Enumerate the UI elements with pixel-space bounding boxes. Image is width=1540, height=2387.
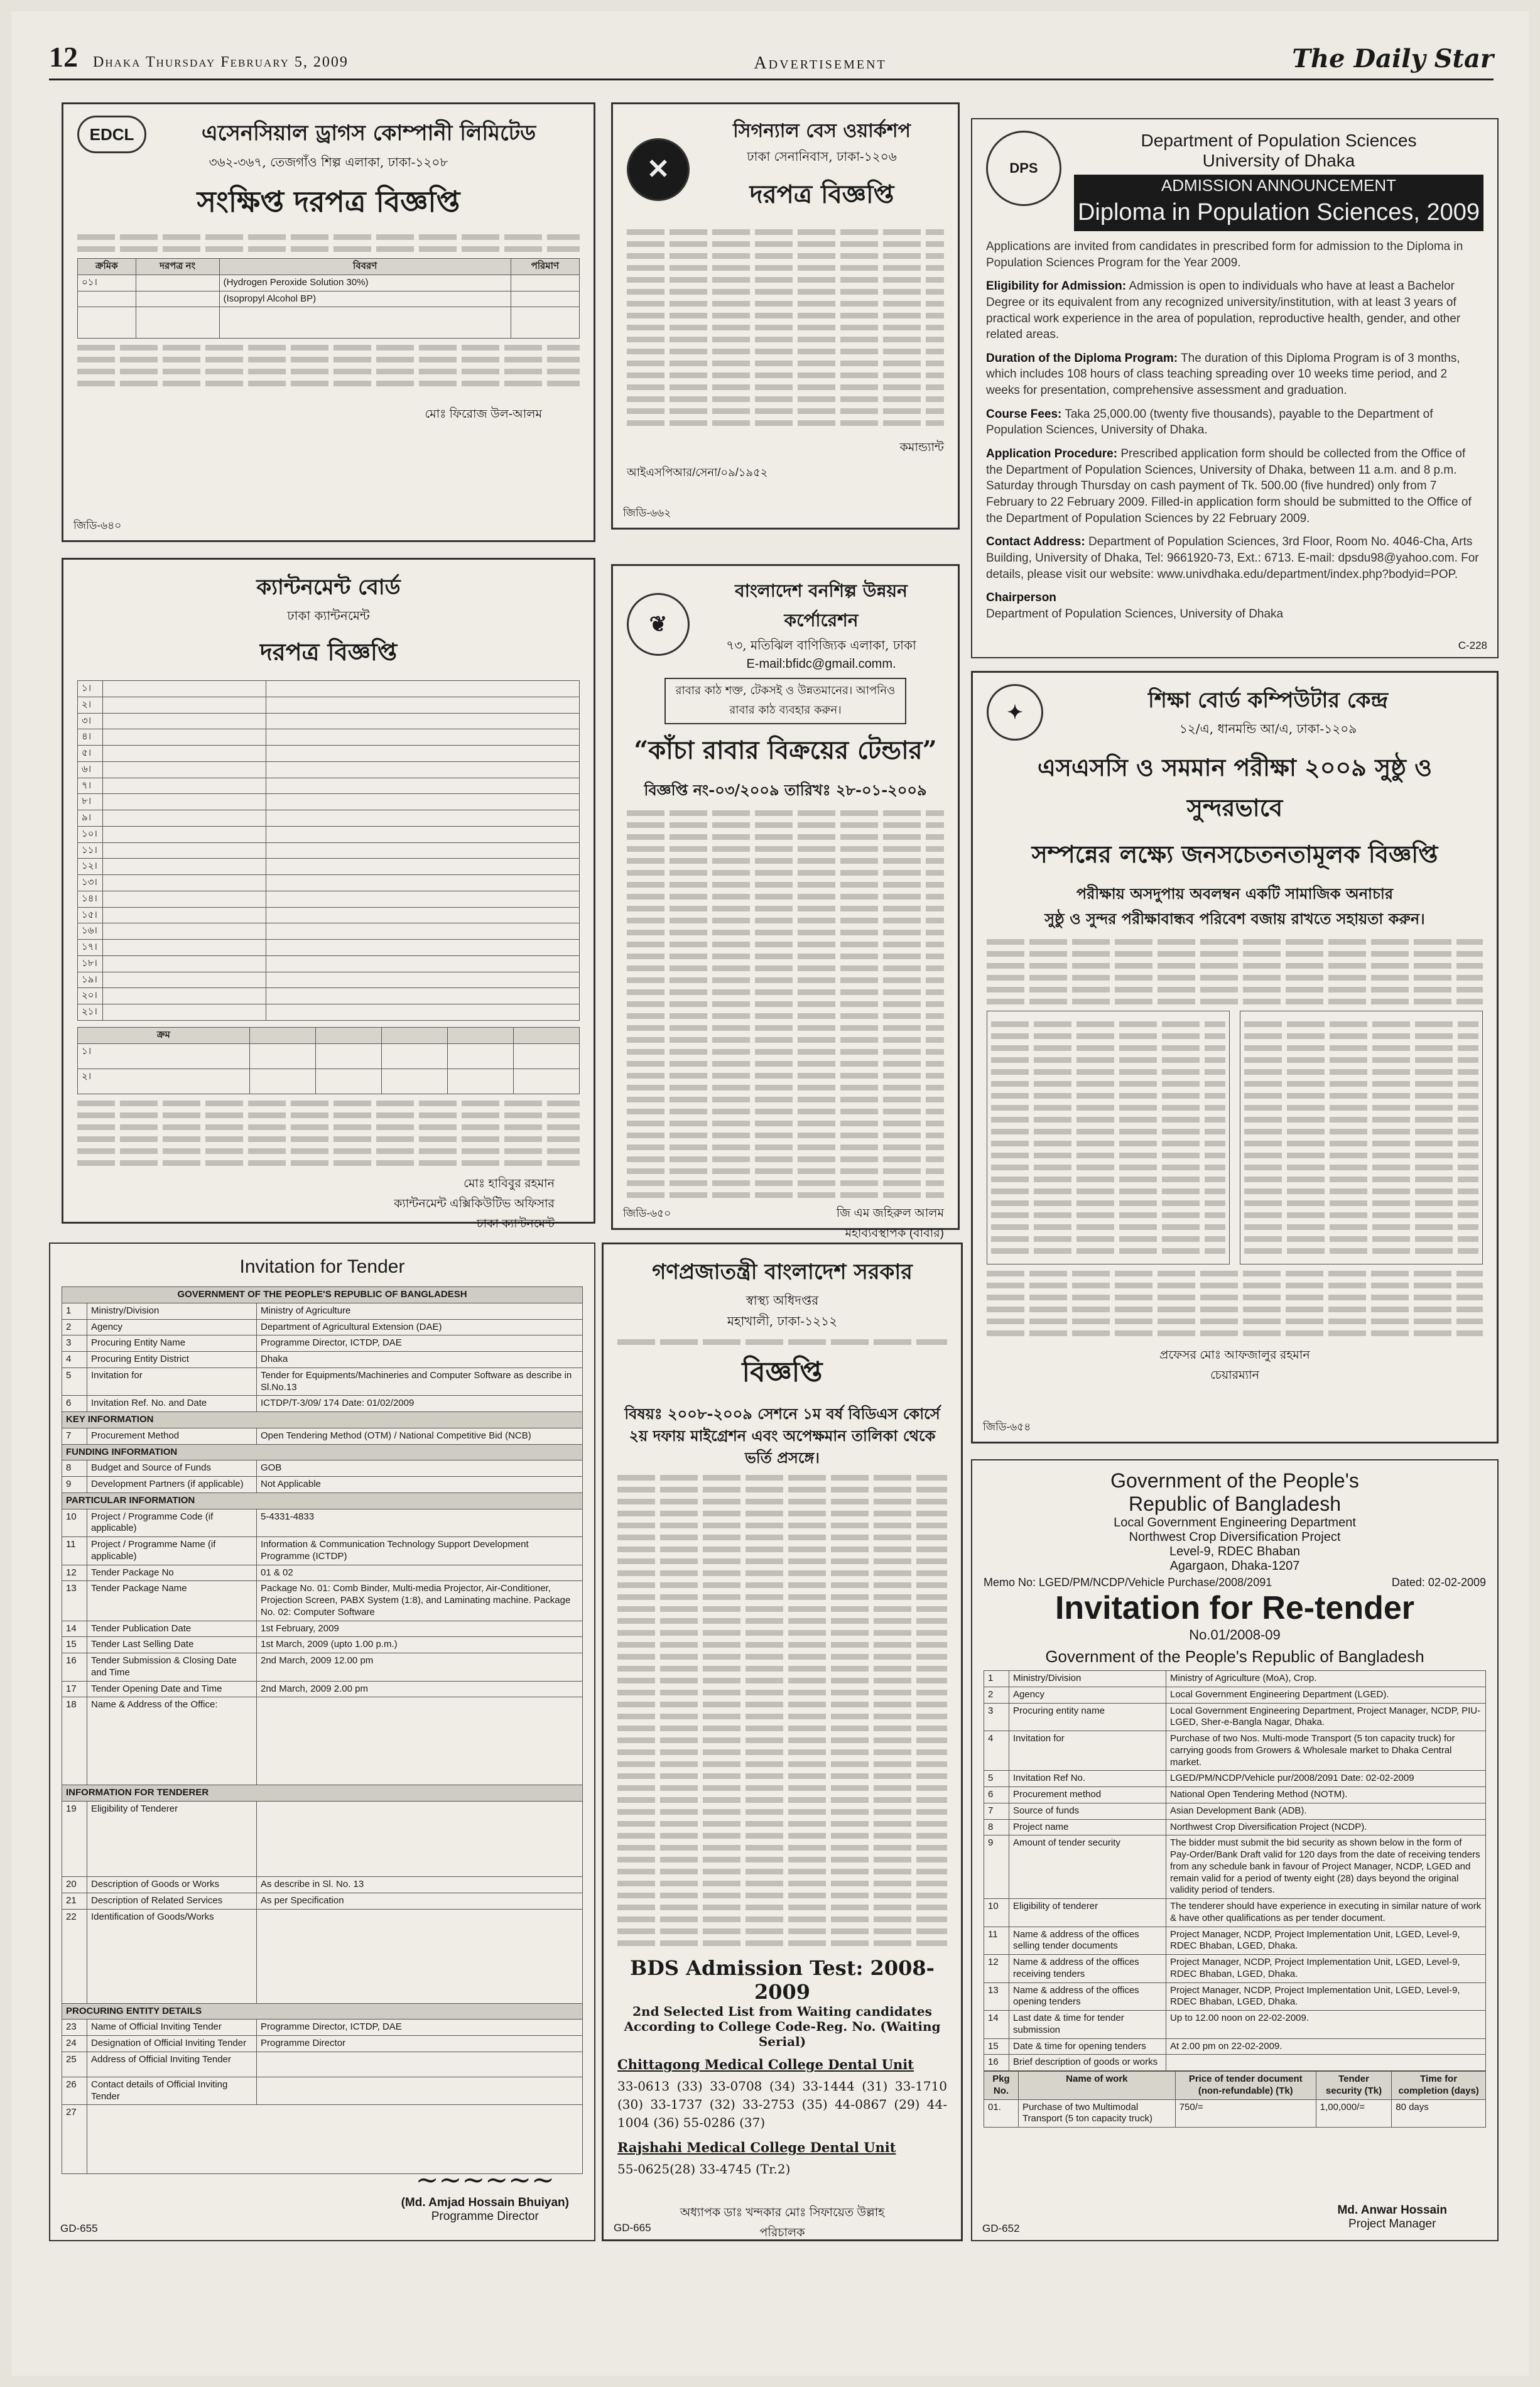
ictdp-particular: PARTICULAR INFORMATION xyxy=(62,1493,583,1509)
table-cell: Ministry of Agriculture (MoA), Crop. xyxy=(1166,1671,1486,1687)
table-cell: 13 xyxy=(62,1581,87,1621)
goods-header-cell: Name of work xyxy=(1018,2072,1175,2100)
table-cell: Agency xyxy=(87,1319,257,1335)
table-cell: 11 xyxy=(62,1537,87,1565)
lged-code: GD-652 xyxy=(982,2222,1020,2234)
dghs-signer-role: পরিচালক xyxy=(759,2226,805,2240)
table-row xyxy=(62,1460,583,1477)
table-cell: 4 xyxy=(62,1352,87,1368)
table-cell: 5 xyxy=(62,1367,87,1396)
goods-cell: 1,00,000/= xyxy=(1316,2099,1391,2128)
ad-cantonment-board xyxy=(62,558,595,1231)
table-cell: LGED/PM/NCDP/Vehicle pur/2008/2091 Date: 02-02-2009 xyxy=(1166,1771,1486,1787)
table-cell: Eligibility of tenderer xyxy=(1009,1899,1166,1927)
lged-memo: Memo No: LGED/PM/NCDP/Vehicle Purchase/2008/2091 xyxy=(984,1576,1272,1589)
table-cell: 14 xyxy=(62,1621,87,1637)
section-label: Advertisement xyxy=(754,53,887,73)
dps-banner-admission: ADMISSION ANNOUNCEMENT xyxy=(1074,175,1483,197)
table-cell: At 2.00 pm on 22-02-2009. xyxy=(1166,2038,1486,2055)
table-cell: Project / Programme Name (if applicable) xyxy=(87,1537,257,1565)
bfidc-address: ৭৩, মতিঝিল বাণিজ্যিক এলাকা, ঢাকা xyxy=(726,638,916,653)
signal-commandant: কমান্ড্যান্ট xyxy=(899,441,944,454)
dps-duration-label: Duration of the Diploma Program: xyxy=(986,351,1178,365)
ictdp-key-info: KEY INFORMATION xyxy=(62,1412,583,1428)
ad-dps-admission xyxy=(971,118,1499,658)
table-cell: Up to 12.00 noon on 22-02-2009. xyxy=(1166,2011,1486,2039)
lged-addr-2: Agargaon, Dhaka-1207 xyxy=(1169,1559,1300,1573)
bfidc-email: E-mail:bfidc@gmail.comm. xyxy=(746,657,896,671)
table-cell: Local Government Engineering Department (LGED). xyxy=(1166,1687,1486,1703)
edcl-item-2: (Isopropyl Alcohol BP) xyxy=(219,291,511,307)
table-cell: Information & Communication Technology Support Development Programme (ICTDP) xyxy=(257,1537,583,1565)
table-cell: Invitation Ref. No. and Date xyxy=(87,1396,257,1412)
table-cell: 2nd March, 2009 2.00 pm xyxy=(257,1681,583,1697)
goods-cell: 01. xyxy=(984,2099,1019,2128)
cant-table: ১। ২। ৩। ৪। ৫। ৬। ৭। ৮। ৯। ১০। ১১। ১২। ১৩। ১৪। ১৫। ১৬। ১৭। ১৮। ১৯। ২০। ২১। xyxy=(77,680,580,1021)
table-cell: 12 xyxy=(62,1565,87,1581)
table-cell: Last date & time for tender submission xyxy=(1009,2011,1166,2039)
table-cell: 4 xyxy=(984,1731,1009,1771)
signal-ref: আইএসপিআর/সেনা/০৯/১৯৫২ xyxy=(627,466,768,479)
table-cell: 2 xyxy=(984,1687,1009,1703)
cc-sub-2: সুষ্ঠু ও সুন্দর পরীক্ষাবান্ধব পরিবেশ বজায় রাখতে সহায়তা করুন। xyxy=(1044,910,1425,928)
table-row xyxy=(62,1509,583,1537)
dps-contact: Department of Population Sciences, 3rd Floor, Room No. 4046-Cha, Arts Building, University of Dhaka, Tel: 9661920-73, Ext.: 6713. E-mail: dpsdu98@yahoo.com. For details, please visit our website: www.univdhaka.edu/department/index.php?bodyid=POP. xyxy=(986,535,1479,581)
table-cell: National Open Tendering Method (NOTM). xyxy=(1166,1787,1486,1803)
bds-sub: 2nd Selected List from Waiting candidates According to College Code-Reg. No. (Waiting Serial) xyxy=(624,2004,941,2050)
tree-logo-icon: ❦ xyxy=(627,593,690,656)
bfidc-signer: জি এম জহিরুল আলম xyxy=(836,1207,944,1220)
signal-title: দরপত্র বিজ্ঞপ্তি xyxy=(749,180,894,209)
cc-sub-1: পরীক্ষায় অসদুপায় অবলম্বন একটি সামাজিক অনাচার xyxy=(1076,884,1394,903)
signal-code: জিডি-৬৬২ xyxy=(623,507,671,519)
ictdp-table: GOVERNMENT OF THE PEOPLE'S REPUBLIC OF BANGLADESH 1 Ministry/Division Ministry of Agriculture 2 Agency Department of Agricultural Extension (DAE) 3 Procuring Entity Name Programme Director, ICTDP, DAE 4 Procuring Entity District Dhaka 5 Invitation for Tender for Equipments/Machineries and Computer Software as describe in Sl.No.13 6 Invitation Ref. No. and Date ICTDP/T-3/09/ 174 Date: 01/02/2009 KEY INFORMATION 7 Procurement Method Open Tendering Method (OTM) / National Competitive Bid (NCB) FUNDING INFORMATION 8 Budget and Source of Funds GOB 9 Development Partners (if applicable) Not Applicable PARTICULAR INFORMATION 10 Project / Programme Code (if applicable) 5-4331-4833 11 Project / Programme Name (if applicable) Information & Communication Technology Support Development Programme (ICTDP) 12 Tender Package No 01 & 02 13 Tender Package Name Package No. 01: Comb Binder, Multi-media Projector, Air-Conditioner, Projection Screen, PABX System (1:8), and Laminating machine. Package No. 02: Computer Software 14 Tender Publication Date 1st February, 2009 15 Tender Last Selling Date 1st March, 2009 (upto 1.00 p.m.) 16 Tender Submission & Closing Date and Time 2nd March, 2009 12.00 pm 17 Tender Opening Date and Time 2nd March, 2009 2.00 pm 18 Name & Address of the Office: INFORMATION FOR TENDERER 19 Eligibility of Tenderer 20 Description of Goods or Works As describe in Sl. No. 13 21 Description of Related Services As per Specification 22 Identification of Goods/Works PROCURING ENTITY DETAILS 23 Name of Official Inviting Tender Programme Director, ICTDP, DAE 24 Designation of Official Inviting Tender Programme Director 25 Address of Official Inviting Tender 26 Contact details of Official Inviting Tender 27 xyxy=(62,1286,583,2174)
dps-banner-diploma: Diploma in Population Sciences, 2009 xyxy=(1074,197,1483,231)
table-cell: Programme Director, ICTDP, DAE xyxy=(257,1335,583,1352)
table-cell: Tender for Equipments/Machineries and Computer Software as describe in Sl.No.13 xyxy=(257,1367,583,1396)
cc-title-2: সম্পন্নের লক্ষ্যে জনসচেতনতামূলক বিজ্ঞপ্তি xyxy=(1031,840,1438,868)
table-cell: The bidder must submit the bid security as shown below in the form of Pay-Order/Bank Draft valid for 120 days from the date of receiving tenders from any schedule bank in favour of Project Manager, NCDP, LGED and remain valid for a period of twenty eight (28) days beyond the original validity period of tenders. xyxy=(1166,1835,1486,1899)
table-cell: Procuring Entity District xyxy=(87,1352,257,1368)
table-cell: The tenderer should have experience in executing in similar nature of work & have other qualifications as per tender document. xyxy=(1166,1899,1486,1927)
table-cell: Project name xyxy=(1009,1819,1166,1835)
table-cell: Ministry of Agriculture xyxy=(257,1303,583,1319)
lged-gov-1: Government of the People's xyxy=(1110,1469,1359,1492)
board-seal-icon: ✦ xyxy=(987,684,1043,741)
table-row xyxy=(62,1428,583,1444)
table-cell: Procurement Method xyxy=(87,1428,257,1444)
table-cell: Procurement method xyxy=(1009,1787,1166,1803)
table-row xyxy=(62,1319,583,1335)
edcl-logo-icon: EDCL xyxy=(77,116,146,153)
table-cell: 14 xyxy=(984,2011,1009,2039)
dps-code: C-228 xyxy=(1458,639,1487,651)
table-row xyxy=(62,1581,583,1621)
table-cell: 6 xyxy=(62,1396,87,1412)
cant-work-table: ক্রম ১। ২। xyxy=(77,1027,580,1094)
table-cell: 3 xyxy=(62,1335,87,1352)
bfidc-notice: বিজ্ঞপ্তি নং-০৩/২০০৯ তারিখঃ ২৮-০১-২০০৯ xyxy=(644,781,927,799)
table-cell: 9 xyxy=(62,1477,87,1493)
bfidc-org: বাংলাদেশ বনশিল্প উন্নয়ন কর্পোরেশন xyxy=(735,580,908,631)
university-seal-icon: DPS xyxy=(986,131,1061,206)
lged-project: Northwest Crop Diversification Project xyxy=(1129,1530,1341,1544)
table-cell: Purchase of two Nos. Multi-mode Transport (5 ton capacity truck) for carrying goods from Growers & Wholesale market to Dhaka Central market. xyxy=(1166,1731,1486,1771)
edcl-body xyxy=(77,234,580,252)
goods-header-cell: Tender security (Tk) xyxy=(1316,2072,1391,2100)
table-cell: 8 xyxy=(62,1460,87,1477)
ictdp-header: GOVERNMENT OF THE PEOPLE'S REPUBLIC OF BANGLADESH xyxy=(62,1287,583,1303)
dghs-subject: বিষয়ঃ ২০০৮-২০০৯ সেশনে ১ম বর্ষ বিডিএস কোর্সে ২য় দফায় মাইগ্রেশন এবং অপেক্ষমান তালিকা থেকে ভর্তি প্রসঙ্গে। xyxy=(624,1405,940,1467)
table-cell: Project Manager, NCDP, Project Implementation Unit, LGED, Level-9, RDEC Bhaban, LGED, Dhaka. xyxy=(1166,1955,1486,1983)
table-cell: Project Manager, NCDP, Project Implementation Unit, LGED, Level-9, RDEC Bhaban, LGED, Dhaka. xyxy=(1166,1982,1486,2011)
lged-gov-2: Republic of Bangladesh xyxy=(1128,1493,1341,1515)
lged-no: No.01/2008-09 xyxy=(1189,1627,1281,1643)
dghs-dept: স্বাস্থ্য অধিদপ্তর xyxy=(746,1293,819,1308)
table-cell: 2nd March, 2009 12.00 pm xyxy=(257,1653,583,1682)
table-cell: 1st February, 2009 xyxy=(257,1621,583,1637)
table-row xyxy=(62,1537,583,1565)
table-row xyxy=(984,1687,1486,1703)
table-row xyxy=(984,1899,1486,1927)
cant-place: ঢাকা ক্যান্টনমেন্ট xyxy=(287,608,370,623)
table-cell: Invitation for xyxy=(87,1367,257,1396)
table-row xyxy=(984,1955,1486,1983)
signal-address: ঢাকা সেনানিবাস, ঢাকা-১২০৬ xyxy=(747,149,897,164)
dps-eligibility: Admission is open to individuals who have at least a Bachelor Degree or its equivalent from any recognized university/institution, with at least 3 years of practical work experience in the area of population, reproductive health, gender, and other related areas. xyxy=(986,280,1461,342)
table-cell: 13 xyxy=(984,1982,1009,2011)
table-row xyxy=(984,1703,1486,1731)
table-cell: Amount of tender security xyxy=(1009,1835,1166,1899)
table-cell: 16 xyxy=(62,1653,87,1682)
table-row xyxy=(62,1352,583,1368)
edcl-item-1: (Hydrogen Peroxide Solution 30%) xyxy=(219,275,511,291)
table-cell: Asian Development Bank (ADB). xyxy=(1166,1803,1486,1819)
cc-title-1: এসএসসি ও সমমান পরীক্ষা ২০০৯ সুষ্ঠু ও সুন্দরভাবে xyxy=(1037,753,1433,822)
lged-table xyxy=(984,1670,1486,2071)
dps-procedure: Prescribed application form should be collected from the Office of the Department of Population Sciences, University of Dhaka, between 11 a.m. and 8 p.m. Saturday through Thursday on cash payment of Tk. 500.00 (five hundred) only from 7 February to 22 February 2009. Filled-in application form should be submitted to the Office of the Department of Population Sciences by 22 February 2009. xyxy=(986,447,1472,525)
table-cell: ICTDP/T-3/09/ 174 Date: 01/02/2009 xyxy=(257,1396,583,1412)
bfidc-box: রাবার কাঠ শক্ত, টেকসই ও উন্নতমানের। আপনিও রাবার কাঠ ব্যবহার করুন। xyxy=(664,678,906,724)
table-row xyxy=(984,1771,1486,1787)
table-row xyxy=(984,1803,1486,1819)
edcl-signer: মোঃ ফিরোজ উল-আলম xyxy=(425,408,542,421)
dps-dept: Department of Population Sciences xyxy=(1141,131,1417,150)
table-cell: 5-4331-4833 xyxy=(257,1509,583,1537)
dps-fees-label: Course Fees: xyxy=(986,407,1062,421)
edcl-title: সংক্ষিপ্ত দরপত্র বিজ্ঞপ্তি xyxy=(197,185,460,219)
table-row xyxy=(62,1335,583,1352)
table-row xyxy=(62,1303,583,1319)
table-cell: Tender Submission & Closing Date and Time xyxy=(87,1653,257,1682)
table-row xyxy=(62,1477,583,1493)
table-cell: Procuring Entity Name xyxy=(87,1335,257,1352)
page-number: 12 xyxy=(49,41,78,73)
table-cell: Tender Package Name xyxy=(87,1581,257,1621)
table-cell: Source of funds xyxy=(1009,1803,1166,1819)
cc-chair: প্রফেসর মোঃ আফজালুর রহমান xyxy=(1159,1349,1310,1362)
cc-address: ১২/এ, ধানমন্ডি আ/এ, ঢাকা-১২০৯ xyxy=(1179,721,1357,736)
table-cell: Tender Opening Date and Time xyxy=(87,1681,257,1697)
dghs-title: বিজ্ঞপ্তি xyxy=(742,1356,823,1388)
cc-org: শিক্ষা বোর্ড কম্পিউটার কেন্দ্র xyxy=(1148,688,1388,713)
ictdp-code: GD-655 xyxy=(60,2222,98,2234)
table-cell: 5 xyxy=(984,1771,1009,1787)
table-cell: 7 xyxy=(984,1803,1009,1819)
dghs-signer: অধ্যাপক ডাঃ খন্দকার মোঃ সিফায়েত উল্লাহ xyxy=(680,2206,885,2220)
lged-dept: Local Government Engineering Department xyxy=(1114,1516,1356,1530)
table-row xyxy=(984,2055,1486,2071)
dps-intro: Applications are invited from candidates in prescribed form for admission to the Diploma in Population Sciences Program for the Year 2009. xyxy=(986,240,1463,269)
table-cell: 1 xyxy=(984,1671,1009,1687)
dghs-place: মহাখালী, ঢাকা-১২১২ xyxy=(727,1313,838,1329)
cc-chair-role: চেয়ারম্যান xyxy=(1210,1369,1260,1382)
edcl-address: ৩৬২-৩৬৭, তেজগাঁও শিল্প এলাকা, ঢাকা-১২০৮ xyxy=(209,155,448,170)
table-row xyxy=(62,1681,583,1697)
bds-college-1-list: 33-0613 (33) 33-0708 (34) 33-1444 (31) 33-1710 (30) 33-1737 (32) 33-2753 (35) 44-0867 (29) 44-1004 (36) 55-0286 (37) xyxy=(617,2079,947,2131)
table-row xyxy=(62,1621,583,1637)
table-cell: 8 xyxy=(984,1819,1009,1835)
dps-eligibility-label: Eligibility for Admission: xyxy=(986,280,1127,293)
table-cell: 15 xyxy=(984,2038,1009,2055)
table-cell: Brief description of goods or works xyxy=(1009,2055,1166,2071)
table-cell: Project Manager, NCDP, Project Implementation Unit, LGED, Level-9, RDEC Bhaban, LGED, Dhaka. xyxy=(1166,1927,1486,1955)
table-cell: 17 xyxy=(62,1681,87,1697)
table-row xyxy=(984,2038,1486,2055)
ad-essential-drugs xyxy=(62,102,595,542)
edcl-org: এসেনসিয়াল ড্রাগস কোম্পানী লিমিটেড xyxy=(201,120,536,146)
table-cell: Project / Programme Code (if applicable) xyxy=(87,1509,257,1537)
edcl-code: জিডি-৬৪০ xyxy=(73,519,122,531)
masthead xyxy=(49,36,1494,80)
goods-header-cell: Pkg No. xyxy=(984,2072,1019,2100)
cant-signer: মোঃ হাবিবুর রহমান xyxy=(464,1177,555,1190)
bfidc-body xyxy=(627,810,944,1198)
lged-goods-table xyxy=(984,2071,1486,2128)
ictdp-funding: FUNDING INFORMATION xyxy=(62,1444,583,1460)
table-cell: Name & address of the offices opening tenders xyxy=(1009,1982,1166,2011)
table-cell: Ministry/Division xyxy=(87,1303,257,1319)
ictdp-signer-role: Programme Director xyxy=(431,2210,539,2223)
table-cell: 10 xyxy=(62,1509,87,1537)
table-cell xyxy=(1166,2055,1486,2071)
dps-procedure-label: Application Procedure: xyxy=(986,447,1118,461)
table-row xyxy=(984,1982,1486,2011)
dps-univ: University of Dhaka xyxy=(1202,151,1355,170)
table-cell: 15 xyxy=(62,1637,87,1653)
goods-cell: 750/= xyxy=(1175,2099,1316,2128)
ad-ictdp-tender xyxy=(49,1242,595,2241)
table-cell: Package No. 01: Comb Binder, Multi-media Projector, Air-Conditioner, Projection Screen, PABX System (1:8), and Laminating machine. Package No. 02: Computer Software xyxy=(257,1581,583,1621)
dps-chair: Chairperson xyxy=(986,591,1056,605)
bds-college-2: Rajshahi Medical College Dental Unit xyxy=(617,2140,896,2156)
ad-signal-workshop xyxy=(611,102,960,530)
table-cell: 11 xyxy=(984,1927,1009,1955)
table-cell: Northwest Crop Diversification Project (NCDP). xyxy=(1166,1819,1486,1835)
table-row xyxy=(62,1367,583,1396)
edcl-table: ক্রমিক দরপত্র নং বিবরণ পরিমাণ ০১। (Hydrogen Peroxide Solution 30%) (Isopropyl Alcohol BP) xyxy=(77,258,580,339)
table-row xyxy=(62,1653,583,1682)
goods-header-cell: Time for completion (days) xyxy=(1392,2072,1486,2100)
table-cell: 01 & 02 xyxy=(257,1565,583,1581)
table-cell: 1 xyxy=(62,1303,87,1319)
table-cell: Local Government Engineering Department, Project Manager, NCDP, PIU-LGED, Sher-e-Bangla Nagar, Dhaka. xyxy=(1166,1703,1486,1731)
dghs-code: GD-665 xyxy=(614,2222,651,2234)
goods-cell: 80 days xyxy=(1392,2099,1486,2128)
table-cell: Date & time for opening tenders xyxy=(1009,2038,1166,2055)
lged-signer: Md. Anwar Hossain xyxy=(1337,2204,1447,2217)
ad-computer-centre xyxy=(971,671,1499,1444)
table-cell: Tender Last Selling Date xyxy=(87,1637,257,1653)
date-line: Dhaka Thursday February 5, 2009 xyxy=(93,54,349,70)
table-cell: Name & address of the offices selling tender documents xyxy=(1009,1927,1166,1955)
table-cell: 9 xyxy=(984,1835,1009,1899)
table-cell: Development Partners (if applicable) xyxy=(87,1477,257,1493)
bfidc-code: জিডি-৬৫০ xyxy=(623,1207,671,1219)
table-row xyxy=(984,1731,1486,1771)
table-cell: Name & address of the offices receiving tenders xyxy=(1009,1955,1166,1983)
table-row xyxy=(984,1835,1486,1899)
table-cell: Invitation Ref No. xyxy=(1009,1771,1166,1787)
cant-org: ক্যান্টনমেন্ট বোর্ড xyxy=(256,575,401,600)
table-row xyxy=(62,1637,583,1653)
cant-title: দরপত্র বিজ্ঞপ্তি xyxy=(259,638,398,666)
table-row xyxy=(984,2011,1486,2039)
signal-org: সিগন্যাল বেস ওয়ার্কশপ xyxy=(733,120,911,142)
dghs-gov: গণপ্রজাতন্ত্রী বাংলাদেশ সরকার xyxy=(652,1259,913,1285)
table-row xyxy=(984,1671,1486,1687)
goods-cell: Purchase of two Multimodal Transport (5 ton capacity truck) xyxy=(1018,2099,1175,2128)
table-cell: Open Tendering Method (OTM) / National Competitive Bid (NCB) xyxy=(257,1428,583,1444)
table-row xyxy=(984,1927,1486,1955)
paper-logo: The Daily Star xyxy=(1292,44,1494,73)
lged-dated: Dated: 02-02-2009 xyxy=(1391,1576,1486,1589)
dps-contact-label: Contact Address: xyxy=(986,535,1085,549)
table-cell: Not Applicable xyxy=(257,1477,583,1493)
bfidc-signer-role: মহাব্যবস্থাপক (বাবার) xyxy=(845,1227,944,1240)
table-cell: 6 xyxy=(984,1787,1009,1803)
bfidc-title: “কাঁচা রাবার বিক্রয়ের টেন্ডার” xyxy=(634,736,937,765)
table-row xyxy=(984,1787,1486,1803)
table-cell: 12 xyxy=(984,1955,1009,1983)
ad-dghs-bds xyxy=(602,1242,963,2241)
newspaper-page xyxy=(11,11,1529,2376)
dps-duration: The duration of this Diploma Program is of 3 months, which includes 108 hours of class teaching spreading over 10 weeks time period, and 2 weeks for presentation, comprehensive assessment and graduation. xyxy=(986,351,1460,398)
bds-college-2-list: 55-0625(28) 33-4745 (Tr.2) xyxy=(617,2161,791,2177)
bds-title: BDS Admission Test: 2008-2009 xyxy=(630,1956,935,2004)
cc-body xyxy=(987,939,1483,1004)
signal-body xyxy=(627,229,944,426)
lged-signer-role: Project Manager xyxy=(1348,2217,1436,2231)
lged-gov-line: Government of the People's Republic of Bangladesh xyxy=(1045,1647,1424,1666)
table-cell: Department of Agricultural Extension (DAE) xyxy=(257,1319,583,1335)
table-cell: Dhaka xyxy=(257,1352,583,1368)
goods-header-cell: Price of tender document (non-refundable) (Tk) xyxy=(1175,2072,1316,2100)
table-row xyxy=(62,1565,583,1581)
table-cell: Invitation for xyxy=(1009,1731,1166,1771)
table-cell: Procuring entity name xyxy=(1009,1703,1166,1731)
dghs-body xyxy=(617,1475,947,1946)
table-cell: 2 xyxy=(62,1319,87,1335)
lged-addr-1: Level-9, RDEC Bhaban xyxy=(1169,1545,1300,1558)
cc-col-right xyxy=(1240,1011,1483,1264)
table-cell: Ministry/Division xyxy=(1009,1671,1166,1687)
table-cell: Tender Package No xyxy=(87,1565,257,1581)
table-cell: 3 xyxy=(984,1703,1009,1731)
table-cell: 10 xyxy=(984,1899,1009,1927)
table-cell: 16 xyxy=(984,2055,1009,2071)
bds-college-1: Chittagong Medical College Dental Unit xyxy=(617,2057,914,2073)
cc-col-left xyxy=(987,1011,1230,1264)
ictdp-signer: (Md. Amjad Hossain Bhuiyan) xyxy=(401,2196,569,2209)
table-row xyxy=(62,1396,583,1412)
cant-signer-role: ক্যান্টনমেন্ট এক্সিকিউটিভ অফিসার xyxy=(394,1197,555,1210)
cant-signer-place: ঢাকা ক্যান্টনমেন্ট xyxy=(476,1217,555,1231)
ictdp-signature-icon: ~~~~~~ xyxy=(415,2164,555,2196)
ad-bfidc xyxy=(611,564,960,1240)
dps-chair-dept: Department of Population Sciences, University of Dhaka xyxy=(986,607,1284,621)
crossed-swords-icon: ✕ xyxy=(627,138,690,201)
table-cell: 7 xyxy=(62,1428,87,1444)
table-cell: Tender Publication Date xyxy=(87,1621,257,1637)
cc-code: জিডি-৬৫৪ xyxy=(983,1421,1031,1433)
ad-lged-retender xyxy=(971,1459,1499,2241)
table-cell: 1st March, 2009 (upto 1.00 p.m.) xyxy=(257,1637,583,1653)
table-cell: Agency xyxy=(1009,1687,1166,1703)
table-cell: Budget and Source of Funds xyxy=(87,1460,257,1477)
lged-title: Invitation for Re-tender xyxy=(1055,1590,1415,1626)
table-row xyxy=(984,1819,1486,1835)
table-cell: GOB xyxy=(257,1460,583,1477)
ictdp-title: Invitation for Tender xyxy=(239,1256,405,1277)
dps-fees: Taka 25,000.00 (twenty five thousands), payable to the Department of Population Sciences, University of Dhaka. xyxy=(986,407,1433,437)
